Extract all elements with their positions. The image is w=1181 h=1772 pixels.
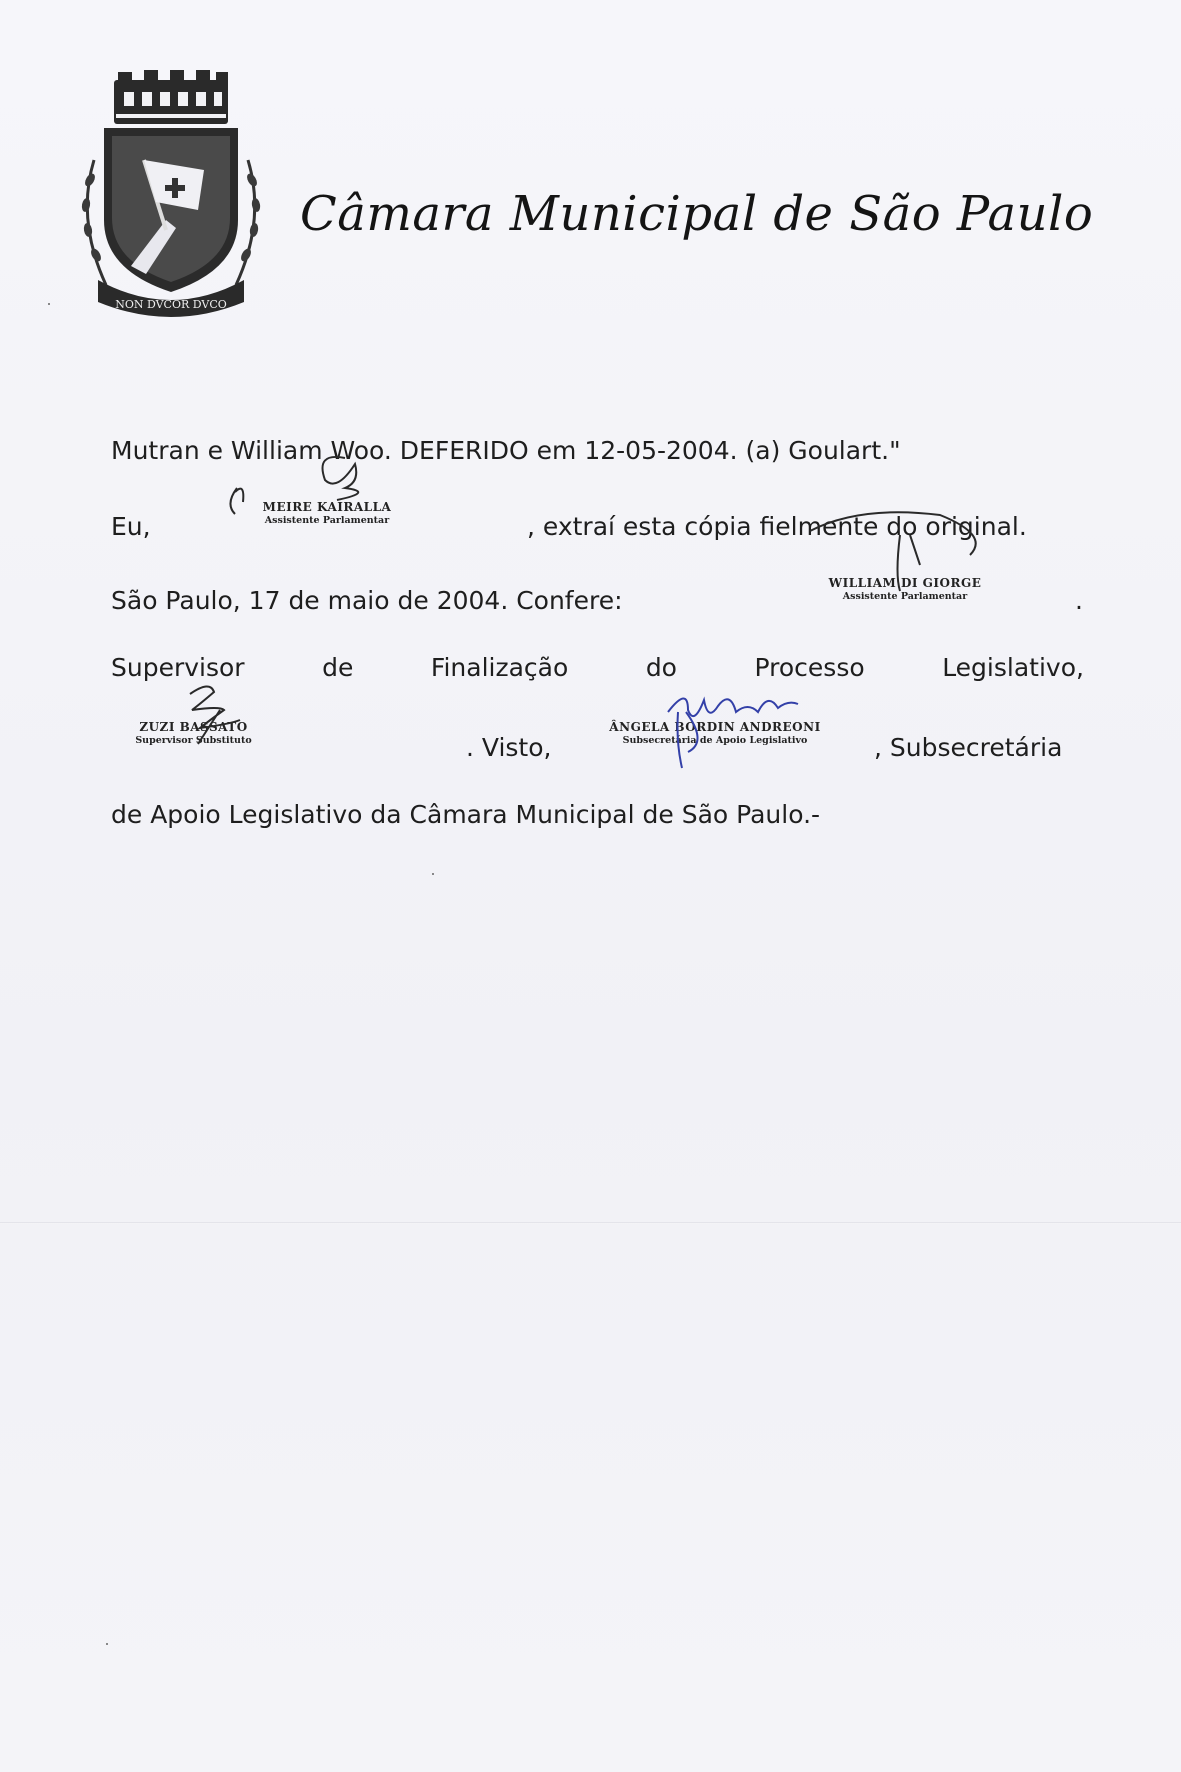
stamp-name: ZUZI BASSATO [139, 720, 248, 734]
signature-meire-kairalla [225, 452, 405, 532]
scan-speck [432, 873, 434, 875]
body-line-1: Mutran e William Woo. DEFERIDO em 12-05-2004. (a) Goulart." [111, 436, 901, 465]
signature-angela-bordin-andreoni [648, 682, 818, 772]
body-line-5-suffix: , Subsecretária [874, 733, 1063, 762]
body-line-4 [111, 653, 1084, 682]
word: Supervisor [111, 653, 245, 682]
body-line-2-prefix: Eu, [111, 512, 151, 541]
stamp-title: Supervisor Substituto [135, 735, 252, 746]
coat-of-arms-logo [76, 70, 266, 324]
signature-zuzi-bassato [180, 680, 270, 750]
stamp-title: Subsecretária de Apoio Legislativo [622, 735, 808, 746]
signature-william-di-giorge [800, 495, 1000, 605]
word: de [322, 653, 354, 682]
stamp-name: MEIRE KAIRALLA [262, 500, 392, 514]
body-line-6: de Apoio Legislativo da Câmara Municipal de São Paulo.- [111, 800, 821, 829]
page-title: Câmara Municipal de São Paulo [300, 186, 1094, 242]
body-line-5-visto: . Visto, [466, 733, 552, 762]
stamp-name: ÂNGELA BORDIN ANDREONI [609, 720, 821, 734]
body-line-2-suffix: , extraí esta cópia fielmente do original. [527, 512, 1027, 541]
body-line-3-prefix: São Paulo, 17 de maio de 2004. Confere: [111, 586, 623, 615]
word: do [645, 653, 677, 682]
scan-speck [48, 303, 50, 305]
body-line-3-suffix: . [1075, 586, 1083, 615]
scan-speck [106, 1643, 108, 1645]
word: Legislativo, [942, 653, 1084, 682]
word: Processo [754, 653, 865, 682]
word: Finalização [430, 653, 569, 682]
stamp-title: Assistente Parlamentar [264, 515, 390, 526]
stamp-name: WILLIAM DI GIORGE [828, 576, 982, 590]
crest-motto: NON DVCOR DVCO [115, 298, 227, 311]
stamp-title: Assistente Parlamentar [842, 591, 968, 602]
paper-fold-line [0, 1222, 1181, 1224]
